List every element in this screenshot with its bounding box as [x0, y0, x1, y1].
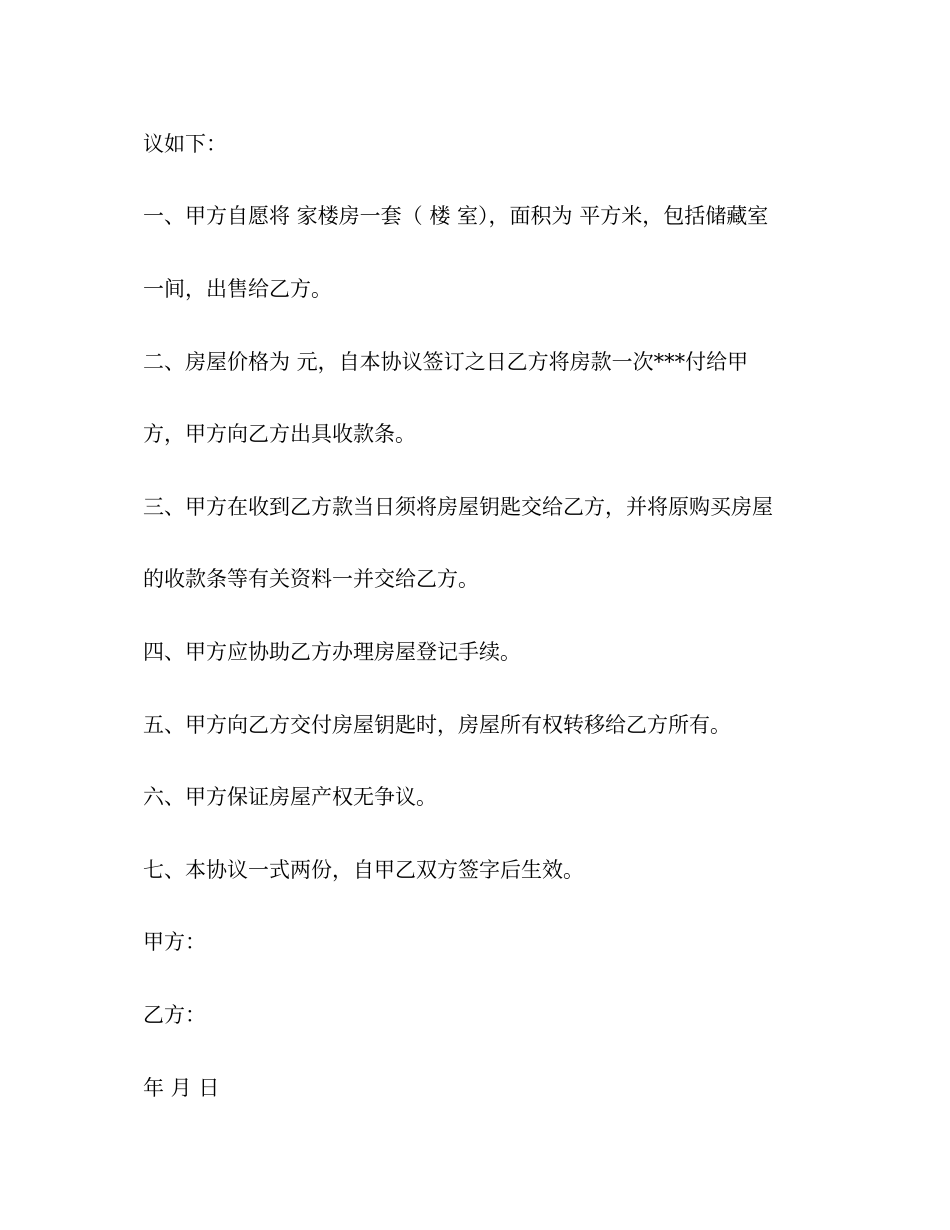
- text-line-clause-4: 四、甲方应协助乙方办理房屋登记手续。: [143, 640, 521, 664]
- text-line-clause-6: 六、甲方保证房屋产权无争议。: [143, 785, 437, 809]
- text-line-clause-1-part-1: 一、甲方自愿将 家楼房一套（ 楼 室），面积为 平方米，包括储藏室: [143, 204, 769, 228]
- text-line-clause-3-part-1: 三、甲方在收到乙方款当日须将房屋钥匙交给乙方，并将原购买房屋: [143, 495, 773, 519]
- signature-label-party-a: 甲方：: [143, 930, 206, 954]
- text-line-clause-2-part-1: 二、房屋价格为 元，自本协议签订之日乙方将房款一次***付给甲: [143, 350, 749, 374]
- text-line-clause-2-part-2: 方，甲方向乙方出具收款条。: [143, 422, 416, 446]
- signature-label-party-b: 乙方：: [143, 1003, 206, 1027]
- date-line: 年 月 日: [143, 1076, 220, 1100]
- text-line-intro: 议如下：: [143, 132, 227, 156]
- text-line-clause-7: 七、本协议一式两份，自甲乙双方签字后生效。: [143, 858, 584, 882]
- text-line-clause-3-part-2: 的收款条等有关资料一并交给乙方。: [143, 567, 479, 591]
- text-line-clause-1-part-2: 一间，出售给乙方。: [143, 277, 332, 301]
- text-line-clause-5: 五、甲方向乙方交付房屋钥匙时，房屋所有权转移给乙方所有。: [143, 713, 731, 737]
